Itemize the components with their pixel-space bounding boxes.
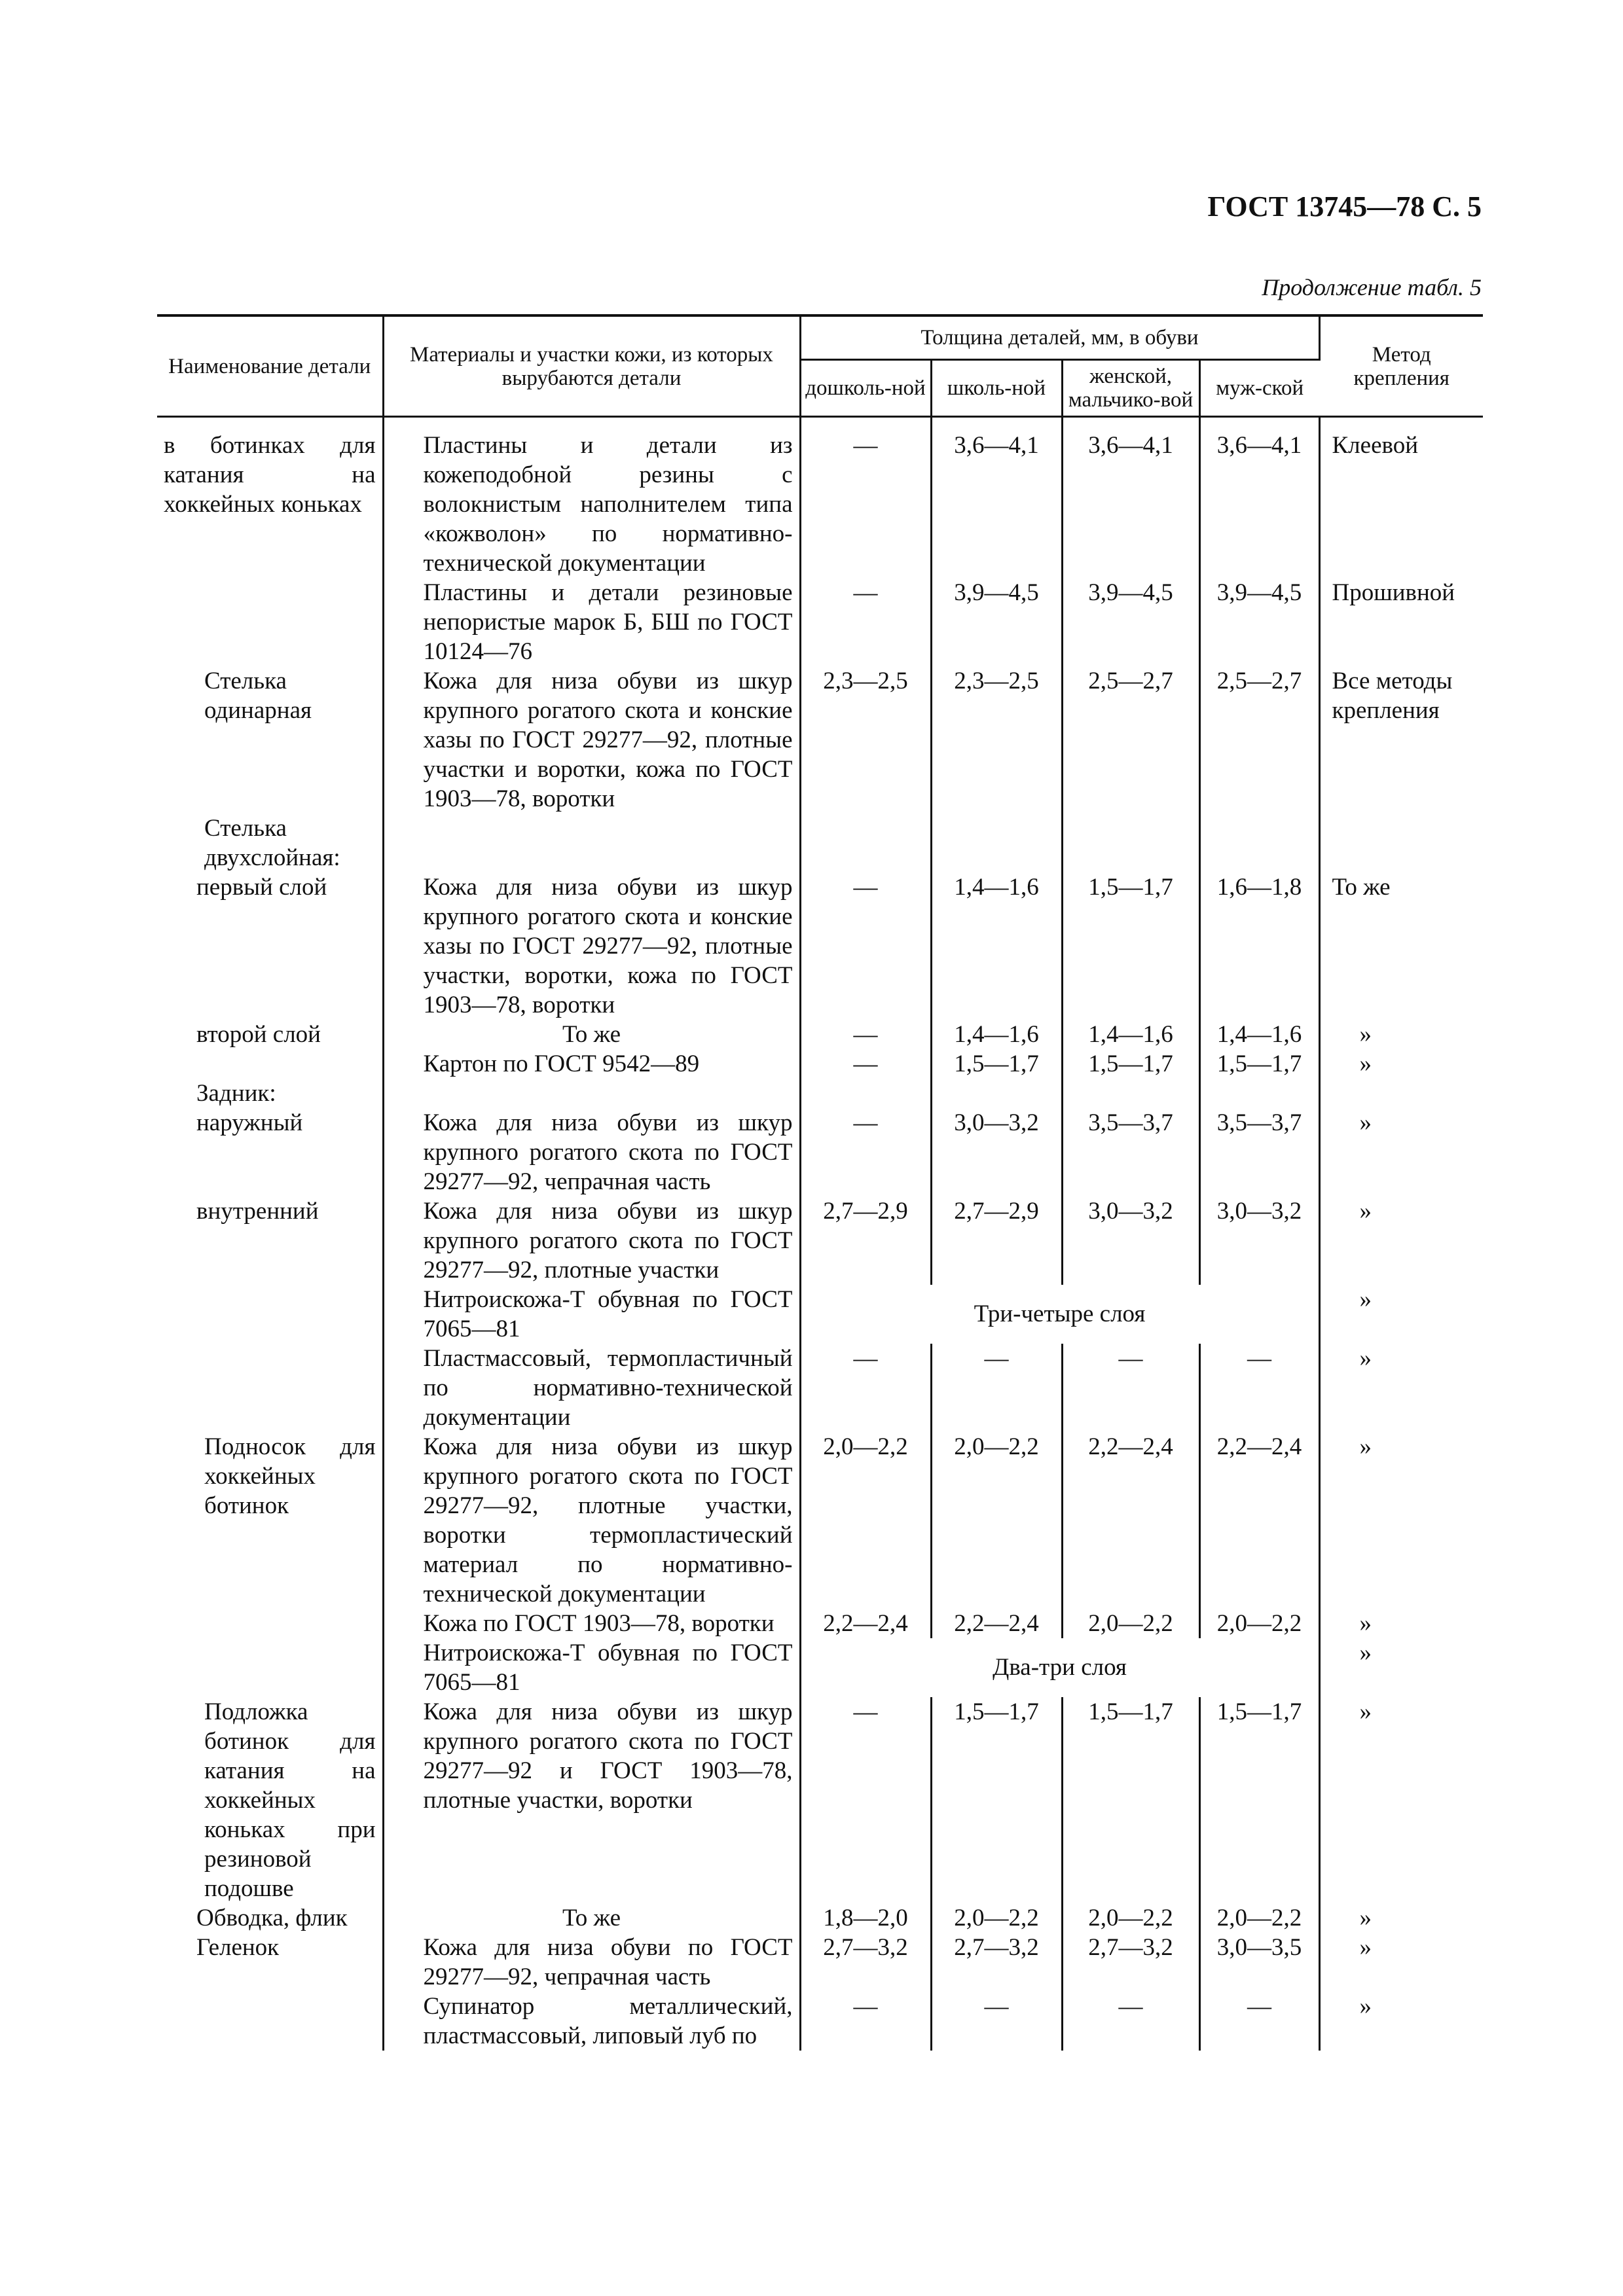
cell-name xyxy=(157,1049,383,1079)
table-row xyxy=(157,1697,1483,1903)
cell-name xyxy=(157,1079,383,1108)
cell-womens: 3,5—3,7 xyxy=(1062,1108,1199,1196)
cell-preschool: 2,2—2,4 xyxy=(800,1609,931,1638)
cell-name-text: Стелька двухслойная: xyxy=(204,815,340,871)
cell-name xyxy=(157,1903,383,1933)
cell-name-text: наружный xyxy=(196,1109,303,1136)
cell-method-text: » xyxy=(1359,1021,1372,1048)
table-row xyxy=(157,666,1483,814)
cell-preschool: — xyxy=(800,872,931,1020)
cell-womens: 2,5—2,7 xyxy=(1062,666,1199,814)
cell-school: 1,5—1,7 xyxy=(931,1049,1062,1079)
cell-materials xyxy=(383,1079,800,1108)
cell-method xyxy=(1319,1697,1483,1903)
cell-method: Клеевой xyxy=(1332,432,1419,459)
cell-preschool: — xyxy=(800,1992,931,2051)
cell-method-text: » xyxy=(1359,1698,1372,1725)
cell-school: 3,9—4,5 xyxy=(931,578,1062,666)
cell-school: — xyxy=(931,1992,1062,2051)
col-header-method: Метод крепления xyxy=(1319,315,1483,417)
cell-materials-text: Кожа для низа обуви из шкур крупного рогатого скота по ГОСТ 29277—92 и ГОСТ 1903—78, плотные участки, воротки xyxy=(423,1698,793,1814)
cell-womens: 3,6—4,1 xyxy=(1062,431,1199,578)
cell-method xyxy=(1319,1432,1483,1609)
cell-school xyxy=(931,1079,1062,1108)
cell-school: 3,6—4,1 xyxy=(931,431,1062,578)
table-body xyxy=(157,417,1483,2051)
table-continuation-label: Продолжение табл. 5 xyxy=(1262,274,1482,300)
cell-mens xyxy=(1199,1079,1319,1108)
cell-materials-text: Кожа для низа обуви из шкур крупного рогатого скота и конские хазы по ГОСТ 29277—92, плотные участки и воротки, кожа по ГОСТ 1903—78, воротки xyxy=(423,668,793,812)
cell-materials xyxy=(383,1903,800,1933)
cell-name-text: Подложка ботинок для катания на хоккейных коньках при резиновой подошве xyxy=(204,1698,376,1902)
cell-method xyxy=(1319,1992,1483,2051)
cell-school xyxy=(931,814,1062,872)
cell-mens: 1,6—1,8 xyxy=(1199,872,1319,1020)
cell-materials-text: Пластмассовый, термопластичный по нормативно-технической документации xyxy=(423,1345,793,1431)
cell-layers-span: Два-три слоя xyxy=(800,1638,1319,1697)
cell-materials-text: Кожа для низа обуви из шкур крупного рогатого скота по ГОСТ 29277—92, плотные участки, воротки термопластический материал по нормативно-технической документации xyxy=(423,1433,793,1607)
cell-womens: — xyxy=(1062,1992,1199,2051)
cell-mens: 3,6—4,1 xyxy=(1199,431,1319,578)
cell-womens xyxy=(1062,1079,1199,1108)
cell-materials-text: Нитроискожа-Т обувная по ГОСТ 7065—81 xyxy=(423,1640,793,1696)
cell-name xyxy=(157,814,383,872)
table-row xyxy=(157,1079,1483,1108)
cell-materials-text: Картон по ГОСТ 9542—89 xyxy=(423,1050,700,1077)
cell-preschool: 2,7—2,9 xyxy=(800,1196,931,1285)
col-header-materials: Материалы и участки кожи, из которых вырубаются детали xyxy=(383,315,800,417)
cell-preschool: — xyxy=(800,1344,931,1432)
cell-materials-text: Кожа для низа обуви из шкур крупного рогатого скота и конские хазы по ГОСТ 29277—92, плотные участки, воротки, кожа по ГОСТ 1903—78, воротки xyxy=(423,874,793,1018)
cell-womens: 2,7—3,2 xyxy=(1062,1933,1199,1992)
cell-materials xyxy=(383,1344,800,1432)
cell-materials xyxy=(383,1285,800,1344)
table-row xyxy=(157,1933,1483,1992)
cell-name xyxy=(157,1108,383,1196)
cell-materials-text: То же xyxy=(562,1021,621,1048)
cell-method xyxy=(1319,1344,1483,1432)
cell-name xyxy=(157,1344,383,1432)
page-header-doc-id: ГОСТ 13745—78 С. 5 xyxy=(1207,190,1482,223)
cell-womens: 2,0—2,2 xyxy=(1062,1903,1199,1933)
cell-materials xyxy=(383,1638,800,1697)
cell-womens xyxy=(1062,814,1199,872)
cell-mens: 2,5—2,7 xyxy=(1199,666,1319,814)
cell-preschool: — xyxy=(800,578,931,666)
cell-school: 1,4—1,6 xyxy=(931,872,1062,1020)
col-header-school: школь-ной xyxy=(931,360,1062,417)
table-row xyxy=(157,1285,1483,1344)
col-header-womens: женской, мальчико-вой xyxy=(1062,360,1199,417)
cell-preschool: 1,8—2,0 xyxy=(800,1903,931,1933)
cell-mens xyxy=(1199,814,1319,872)
cell-method xyxy=(1319,1638,1483,1697)
cell-method xyxy=(1319,1049,1483,1079)
cell-method: Все методы крепления xyxy=(1332,668,1453,724)
cell-preschool: — xyxy=(800,1697,931,1903)
cell-materials-text: Пластины и детали из кожеподобной резины с волокнистым наполнителем типа «кожволон» по нормативно-технической документации xyxy=(423,432,793,577)
cell-method-text: » xyxy=(1359,1433,1372,1460)
cell-method xyxy=(1319,1108,1483,1196)
cell-method: То же xyxy=(1332,874,1391,901)
table-header xyxy=(157,315,1483,417)
cell-preschool xyxy=(800,1079,931,1108)
cell-layers-span: Три-четыре слоя xyxy=(800,1285,1319,1344)
cell-mens: 3,0—3,5 xyxy=(1199,1933,1319,1992)
cell-name xyxy=(157,1638,383,1697)
cell-materials xyxy=(383,1108,800,1196)
col-header-mens: муж-ской xyxy=(1199,360,1319,417)
cell-method xyxy=(1319,1903,1483,1933)
cell-womens: 3,0—3,2 xyxy=(1062,1196,1199,1285)
cell-womens: 1,5—1,7 xyxy=(1062,1697,1199,1903)
col-header-name: Наименование детали xyxy=(157,315,383,417)
cell-materials-text: Нитроискожа-Т обувная по ГОСТ 7065—81 xyxy=(423,1286,793,1342)
cell-materials-text: Кожа для низа обуви из шкур крупного рогатого скота по ГОСТ 29277—92, чепрачная часть xyxy=(423,1109,793,1195)
cell-school: 1,4—1,6 xyxy=(931,1020,1062,1049)
cell-method: Прошивной xyxy=(1332,579,1455,606)
cell-name-text: внутренний xyxy=(196,1198,319,1225)
cell-method xyxy=(1319,814,1483,872)
cell-name xyxy=(157,1020,383,1049)
col-header-preschool: дошколь-ной xyxy=(800,360,931,417)
cell-method xyxy=(1319,1196,1483,1285)
cell-mens: 1,5—1,7 xyxy=(1199,1697,1319,1903)
cell-school: 3,0—3,2 xyxy=(931,1108,1062,1196)
table-row xyxy=(157,1108,1483,1196)
cell-womens: 2,2—2,4 xyxy=(1062,1432,1199,1609)
cell-method xyxy=(1319,1079,1483,1108)
cell-school: 2,7—2,9 xyxy=(931,1196,1062,1285)
cell-materials-text: Пластины и детали резиновые непористые марок Б, БШ по ГОСТ 10124—76 xyxy=(423,579,793,665)
cell-preschool: — xyxy=(800,431,931,578)
cell-method-text: » xyxy=(1359,1934,1372,1961)
cell-method xyxy=(1319,1933,1483,1992)
table-row xyxy=(157,814,1483,872)
cell-name-text: Геленок xyxy=(196,1934,280,1961)
cell-womens: — xyxy=(1062,1344,1199,1432)
cell-preschool: — xyxy=(800,1108,931,1196)
cell-method-text: » xyxy=(1359,1993,1372,2020)
cell-method-text: » xyxy=(1359,1345,1372,1372)
cell-preschool: 2,0—2,2 xyxy=(800,1432,931,1609)
cell-materials xyxy=(383,431,800,578)
table-row xyxy=(157,872,1483,1020)
cell-materials xyxy=(383,1609,800,1638)
table-row xyxy=(157,1196,1483,1285)
table-row xyxy=(157,431,1483,578)
material-thickness-table xyxy=(157,314,1483,2051)
cell-method-text: » xyxy=(1359,1109,1372,1136)
table-row xyxy=(157,1992,1483,2051)
cell-name-text: Стелька одинарная xyxy=(204,668,312,724)
cell-mens: 2,2—2,4 xyxy=(1199,1432,1319,1609)
cell-method-text: » xyxy=(1359,1050,1372,1077)
cell-name xyxy=(157,1285,383,1344)
cell-womens: 3,9—4,5 xyxy=(1062,578,1199,666)
cell-preschool: 2,3—2,5 xyxy=(800,666,931,814)
cell-mens: 3,0—3,2 xyxy=(1199,1196,1319,1285)
cell-school: 1,5—1,7 xyxy=(931,1697,1062,1903)
cell-name-text: Обводка, флик xyxy=(196,1905,348,1931)
cell-materials xyxy=(383,1020,800,1049)
table-row xyxy=(157,1903,1483,1933)
cell-method xyxy=(1319,1020,1483,1049)
col-header-thickness-group: Толщина деталей, мм, в обуви xyxy=(800,315,1319,360)
cell-name-text: Подносок для хоккейных ботинок xyxy=(204,1433,376,1519)
table-row xyxy=(157,1344,1483,1432)
cell-materials xyxy=(383,1196,800,1285)
table-row xyxy=(157,1609,1483,1638)
cell-preschool xyxy=(800,814,931,872)
cell-method-text: » xyxy=(1359,1286,1372,1313)
cell-mens: 3,5—3,7 xyxy=(1199,1108,1319,1196)
cell-preschool: 2,7—3,2 xyxy=(800,1933,931,1992)
cell-name xyxy=(157,1196,383,1285)
cell-materials-text: Кожа для низа обуви по ГОСТ 29277—92, чепрачная часть xyxy=(423,1934,793,1990)
cell-school: 2,7—3,2 xyxy=(931,1933,1062,1992)
cell-preschool: — xyxy=(800,1020,931,1049)
cell-name: в ботинках для катания на хоккейных коньках xyxy=(157,431,383,578)
cell-school: 2,0—2,2 xyxy=(931,1903,1062,1933)
cell-method xyxy=(1319,1609,1483,1638)
cell-name xyxy=(157,666,383,814)
cell-name-text: первый слой xyxy=(196,874,327,901)
cell-womens: 1,5—1,7 xyxy=(1062,1049,1199,1079)
cell-method-text: » xyxy=(1359,1198,1372,1225)
cell-mens: 1,4—1,6 xyxy=(1199,1020,1319,1049)
cell-materials xyxy=(383,578,800,666)
table-row xyxy=(157,1432,1483,1609)
cell-mens: 1,5—1,7 xyxy=(1199,1049,1319,1079)
cell-mens: 2,0—2,2 xyxy=(1199,1609,1319,1638)
cell-name-text: второй слой xyxy=(196,1021,321,1048)
cell-materials-text: Супинатор металлический, пластмассовый, липовый луб по xyxy=(423,1993,793,2049)
cell-method-text: » xyxy=(1359,1905,1372,1931)
cell-school: 2,0—2,2 xyxy=(931,1432,1062,1609)
cell-materials xyxy=(383,814,800,872)
table-row xyxy=(157,1049,1483,1079)
cell-materials xyxy=(383,1432,800,1609)
cell-materials xyxy=(383,1049,800,1079)
cell-mens: 2,0—2,2 xyxy=(1199,1903,1319,1933)
cell-method-text: » xyxy=(1359,1610,1372,1637)
cell-materials xyxy=(383,666,800,814)
cell-preschool: — xyxy=(800,1049,931,1079)
cell-mens: — xyxy=(1199,1992,1319,2051)
cell-materials xyxy=(383,872,800,1020)
table-row xyxy=(157,578,1483,666)
cell-name xyxy=(157,1933,383,1992)
cell-method xyxy=(1319,1285,1483,1344)
table-row xyxy=(157,1638,1483,1697)
cell-materials-text: Кожа по ГОСТ 1903—78, воротки xyxy=(423,1610,775,1637)
cell-materials xyxy=(383,1697,800,1903)
cell-womens: 1,4—1,6 xyxy=(1062,1020,1199,1049)
cell-materials-text: То же xyxy=(562,1905,621,1931)
cell-school: 2,2—2,4 xyxy=(931,1609,1062,1638)
cell-name-text: Задник: xyxy=(196,1080,276,1107)
cell-mens: — xyxy=(1199,1344,1319,1432)
cell-school: — xyxy=(931,1344,1062,1432)
cell-name xyxy=(157,1992,383,2051)
cell-name xyxy=(157,578,383,666)
cell-method-text: » xyxy=(1359,1640,1372,1666)
cell-materials xyxy=(383,1933,800,1992)
cell-womens: 1,5—1,7 xyxy=(1062,872,1199,1020)
cell-name xyxy=(157,1697,383,1903)
cell-name xyxy=(157,872,383,1020)
cell-school: 2,3—2,5 xyxy=(931,666,1062,814)
cell-materials xyxy=(383,1992,800,2051)
cell-materials-text: Кожа для низа обуви из шкур крупного рогатого скота по ГОСТ 29277—92, плотные участки xyxy=(423,1198,793,1283)
cell-mens: 3,9—4,5 xyxy=(1199,578,1319,666)
cell-name xyxy=(157,1609,383,1638)
cell-womens: 2,0—2,2 xyxy=(1062,1609,1199,1638)
cell-name xyxy=(157,1432,383,1609)
table-row xyxy=(157,1020,1483,1049)
